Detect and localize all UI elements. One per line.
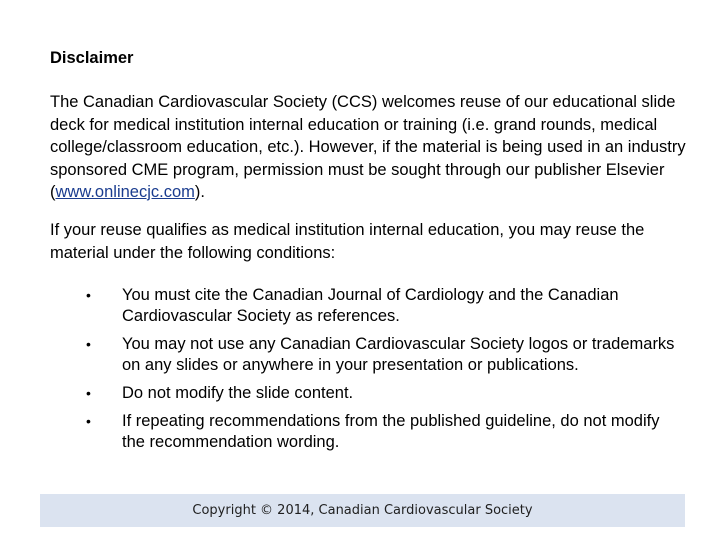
- bullet-icon: •: [86, 287, 91, 303]
- reuse-paragraph: [50, 91, 690, 204]
- conditions-list: [0, 285, 720, 453]
- list-item: [0, 285, 720, 327]
- list-item: [0, 411, 720, 453]
- condition-text: You must cite the Canadian Journal of Cardiology and the Canadian Cardiovascular Society as references.: [122, 286, 619, 325]
- copyright-text: Copyright © 2014, Canadian Cardiovascular Society: [192, 503, 533, 518]
- bullet-icon: •: [86, 336, 91, 352]
- copyright-footer: [40, 494, 685, 527]
- conditions-intro: If your reuse qualifies as medical institution internal education, you may reuse the material under the following conditions:: [50, 221, 645, 262]
- condition-text: You may not use any Canadian Cardiovascular Society logos or trademarks on any slides or anywhere in your presentation or publications.: [122, 335, 675, 374]
- list-item: [0, 334, 720, 376]
- reuse-paragraph-end: ).: [194, 183, 205, 201]
- reuse-paragraph-text: The Canadian Cardiovascular Society (CCS) welcomes reuse of our educational slide deck for medical institution internal education or training (i.e. grand rounds, medical college/classroom education, etc.). However, if the material is being used in an industry sponsored CME program, permission must be sought through our publisher Elsevier (: [50, 93, 686, 201]
- list-item: [0, 383, 720, 404]
- bullet-icon: •: [86, 413, 91, 429]
- condition-text: Do not modify the slide content.: [122, 384, 354, 402]
- condition-text: If repeating recommendations from the published guideline, do not modify the recommendation wording.: [122, 412, 660, 451]
- bullet-icon: •: [86, 385, 91, 401]
- publisher-link[interactable]: www.onlinecjc.com: [55, 183, 195, 201]
- page-title: Disclaimer: [50, 49, 134, 67]
